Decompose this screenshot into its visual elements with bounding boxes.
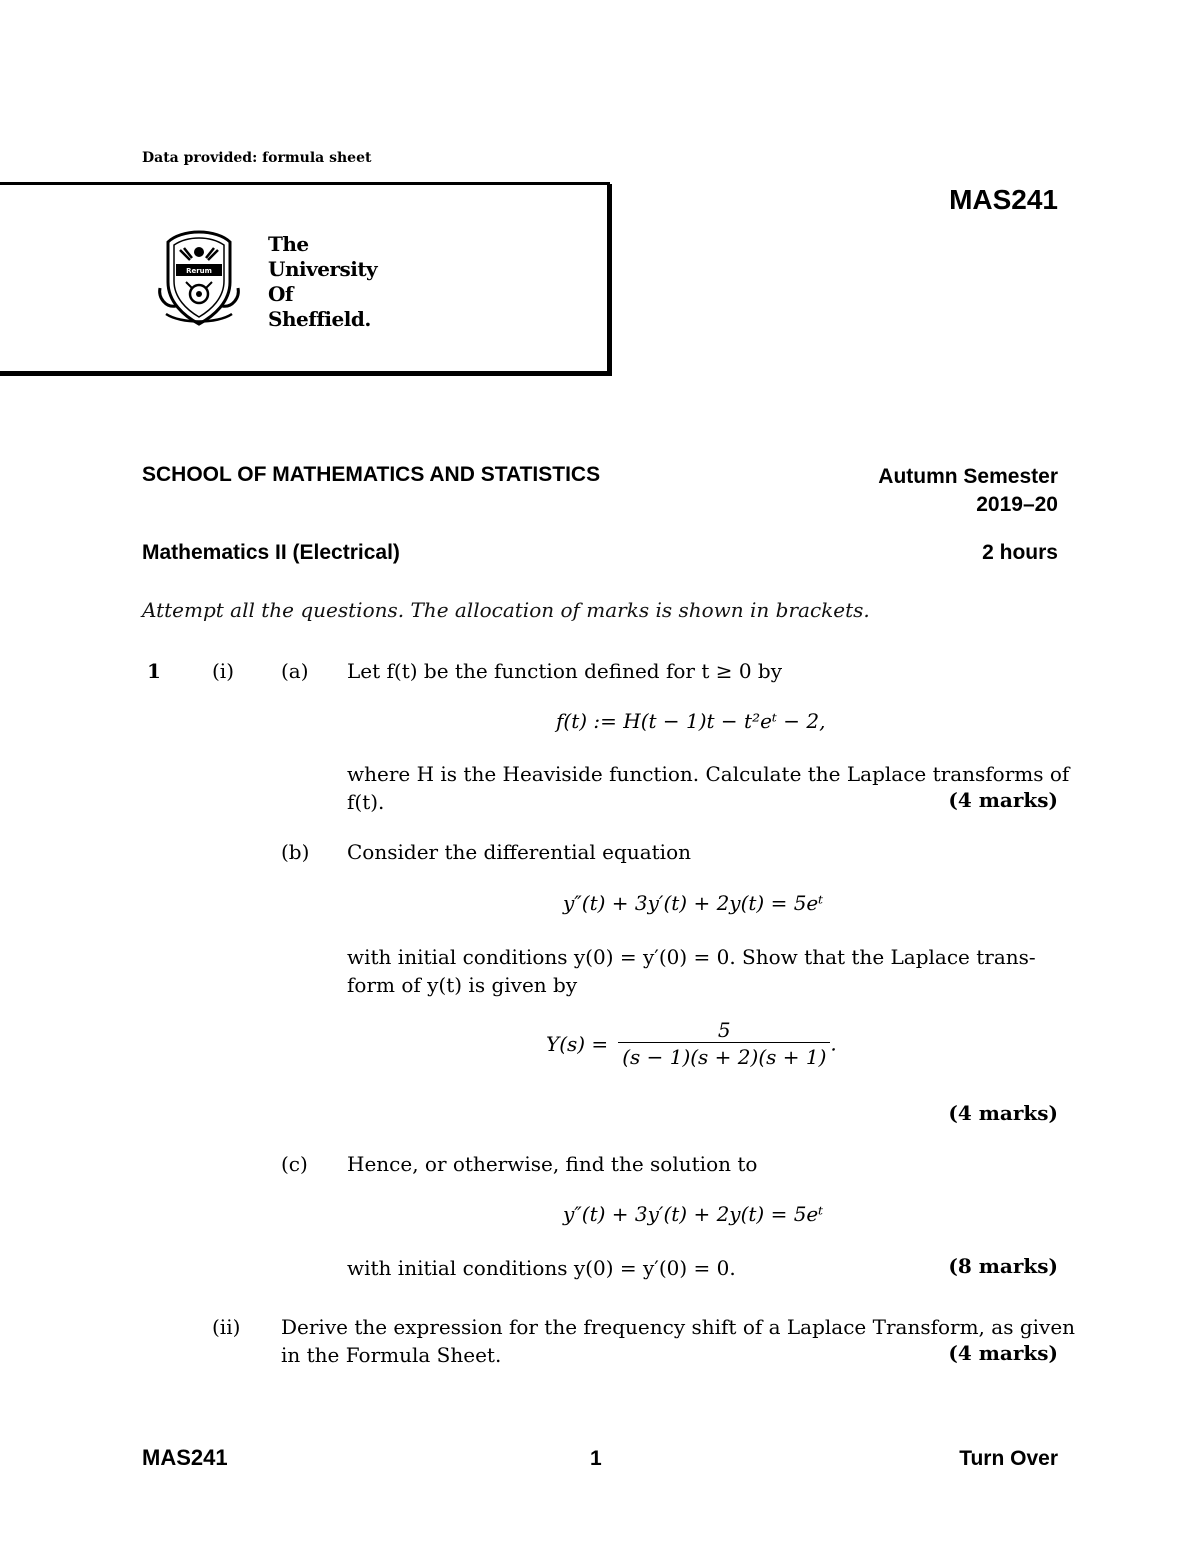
equation: y″(t) + 3y′(t) + 2y(t) = 5eᵗ: [563, 891, 824, 915]
subpart-label: (c): [281, 1152, 308, 1176]
question-text: Hence, or otherwise, find the solution to: [347, 1152, 758, 1176]
question-text: with initial conditions y(0) = y′(0) = 0.: [347, 1256, 736, 1280]
footer-course-code: MAS241: [142, 1445, 228, 1470]
equation: y″(t) + 3y′(t) + 2y(t) = 5eᵗ: [563, 1202, 824, 1226]
course-code: MAS241: [949, 184, 1058, 215]
turn-over-note: Turn Over: [959, 1447, 1058, 1470]
subpart-label: (a): [281, 659, 309, 683]
university-name-line: Sheffield.: [268, 307, 371, 331]
fraction-equation: [546, 1018, 837, 1069]
svg-text:Rerum: Rerum: [186, 267, 212, 275]
subpart-label: (b): [281, 840, 310, 864]
question-text: f(t).: [347, 790, 385, 814]
question-text: in the Formula Sheet.: [281, 1343, 502, 1367]
equation-lhs: Y(s) =: [546, 1031, 609, 1056]
university-name-line: The: [268, 232, 309, 256]
question-text: Derive the expression for the frequency shift of a Laplace Transform, as given: [281, 1315, 1076, 1339]
question-text: Let f(t) be the function defined for t ≥ 0 by: [347, 659, 783, 683]
equation-tail: .: [830, 1031, 837, 1056]
marks-label: (4 marks): [948, 1341, 1058, 1365]
fraction-numerator: 5: [717, 1018, 731, 1042]
university-name: [268, 232, 377, 332]
equation: f(t) := H(t − 1)t − t²eᵗ − 2,: [556, 709, 826, 733]
page-number: 1: [590, 1447, 602, 1470]
semester: [878, 463, 1058, 519]
data-provided-note: Data provided: formula sheet: [142, 150, 372, 166]
part-label: (i): [212, 659, 235, 683]
module-title: Mathematics II (Electrical): [142, 541, 400, 564]
question-text: where H is the Heaviside function. Calculate the Laplace transforms of: [347, 762, 1070, 786]
question-text: Consider the differential equation: [347, 840, 691, 864]
exam-duration: 2 hours: [982, 541, 1058, 564]
school-name: SCHOOL OF MATHEMATICS AND STATISTICS: [142, 463, 601, 486]
marks-label: (4 marks): [948, 788, 1058, 812]
marks-label: (8 marks): [948, 1254, 1058, 1278]
question-number: 1: [147, 659, 161, 683]
university-name-line: University: [268, 257, 378, 281]
fraction: [618, 1018, 830, 1069]
question-text: with initial conditions y(0) = y′(0) = 0. Show that the Laplace trans-: [347, 945, 1036, 969]
part-label: (ii): [212, 1315, 241, 1339]
semester-term: Autumn Semester: [878, 465, 1058, 488]
university-name-line: Of: [268, 282, 294, 306]
marks-label: (4 marks): [948, 1101, 1058, 1125]
question-text: form of y(t) is given by: [347, 973, 578, 997]
semester-year: 2019–20: [976, 493, 1058, 516]
exam-instructions: Attempt all the questions. The allocation of marks is shown in brackets.: [142, 598, 870, 622]
university-crest-icon: [156, 228, 242, 328]
fraction-denominator: (s − 1)(s + 2)(s + 1): [618, 1042, 830, 1069]
